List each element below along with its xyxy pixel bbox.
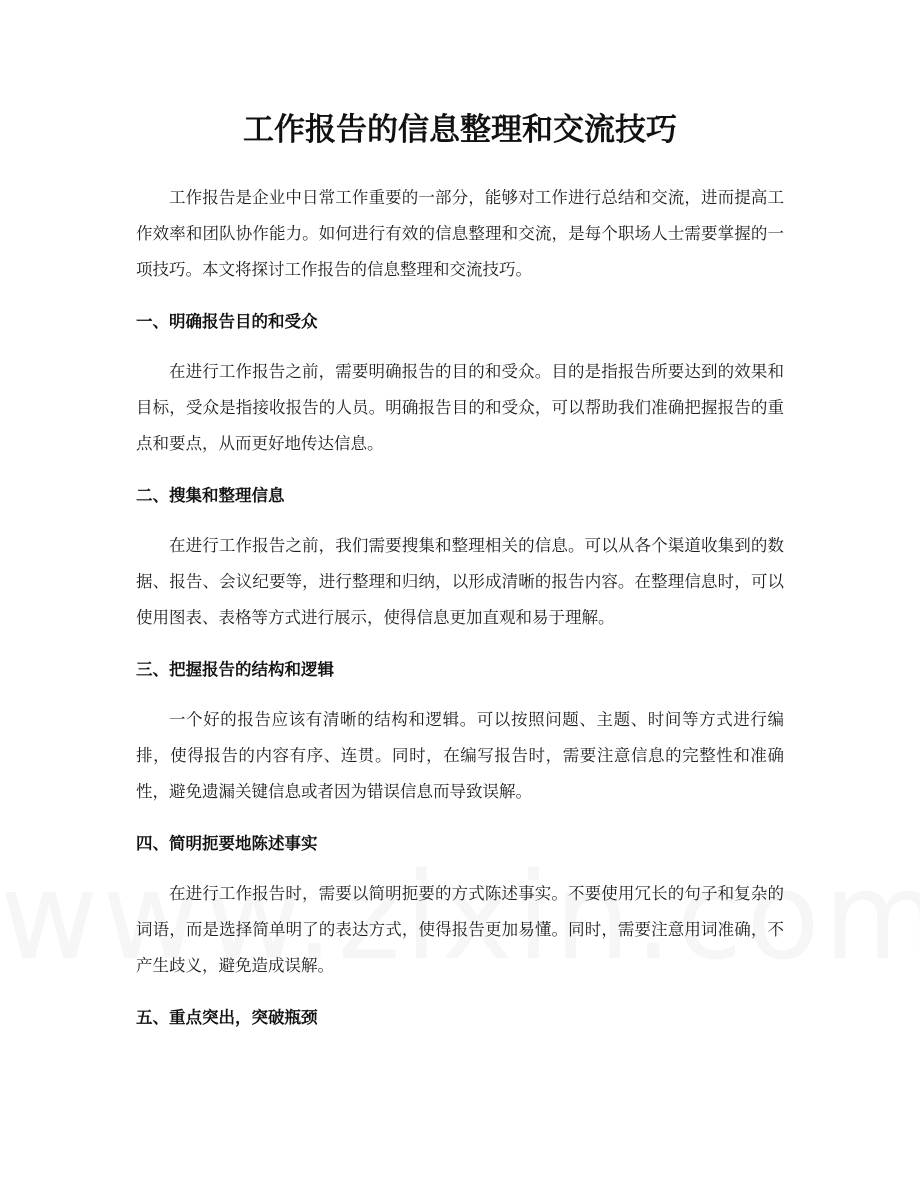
section-body-3: 一个好的报告应该有清晰的结构和逻辑。可以按照问题、主题、时间等方式进行编排，使得报告的内容有序、连贯。同时，在编写报告时，需要注意信息的完整性和准确性，避免遗漏关键信息或者因为错误信息而导致误解。 [136,710,784,801]
section-heading-1: 一、明确报告目的和受众 [136,312,318,331]
section-heading-5: 五、重点突出，突破瓶颈 [136,1008,318,1027]
document-body [136,180,784,1036]
section-heading-4: 四、简明扼要地陈述事实 [136,834,318,853]
document-title: 工作报告的信息整理和交流技巧 [243,112,677,148]
section-body-1: 在进行工作报告之前，需要明确报告的目的和受众。目的是指报告所要达到的效果和目标，受众是指接收报告的人员。明确报告目的和受众，可以帮助我们准确把握报告的重点和要点，从而更好地传达信息。 [136,362,784,453]
section-heading-3: 三、把握报告的结构和逻辑 [136,660,334,679]
section-body-2: 在进行工作报告之前，我们需要搜集和整理相关的信息。可以从各个渠道收集到的数据、报告、会议纪要等，进行整理和归纳，以形成清晰的报告内容。在整理信息时，可以使用图表、表格等方式进行展示，使得信息更加直观和易于理解。 [136,536,784,627]
section-body-4: 在进行工作报告时，需要以简明扼要的方式陈述事实。不要使用冗长的句子和复杂的词语，而是选择简单明了的表达方式，使得报告更加易懂。同时，需要注意用词准确，不产生歧义，避免造成误解。 [136,884,784,975]
intro-paragraph: 工作报告是企业中日常工作重要的一部分，能够对工作进行总结和交流，进而提高工作效率和团队协作能力。如何进行有效的信息整理和交流，是每个职场人士需要掌握的一项技巧。本文将探讨工作报告的信息整理和交流技巧。 [136,188,784,279]
section-heading-2: 二、搜集和整理信息 [136,486,285,505]
